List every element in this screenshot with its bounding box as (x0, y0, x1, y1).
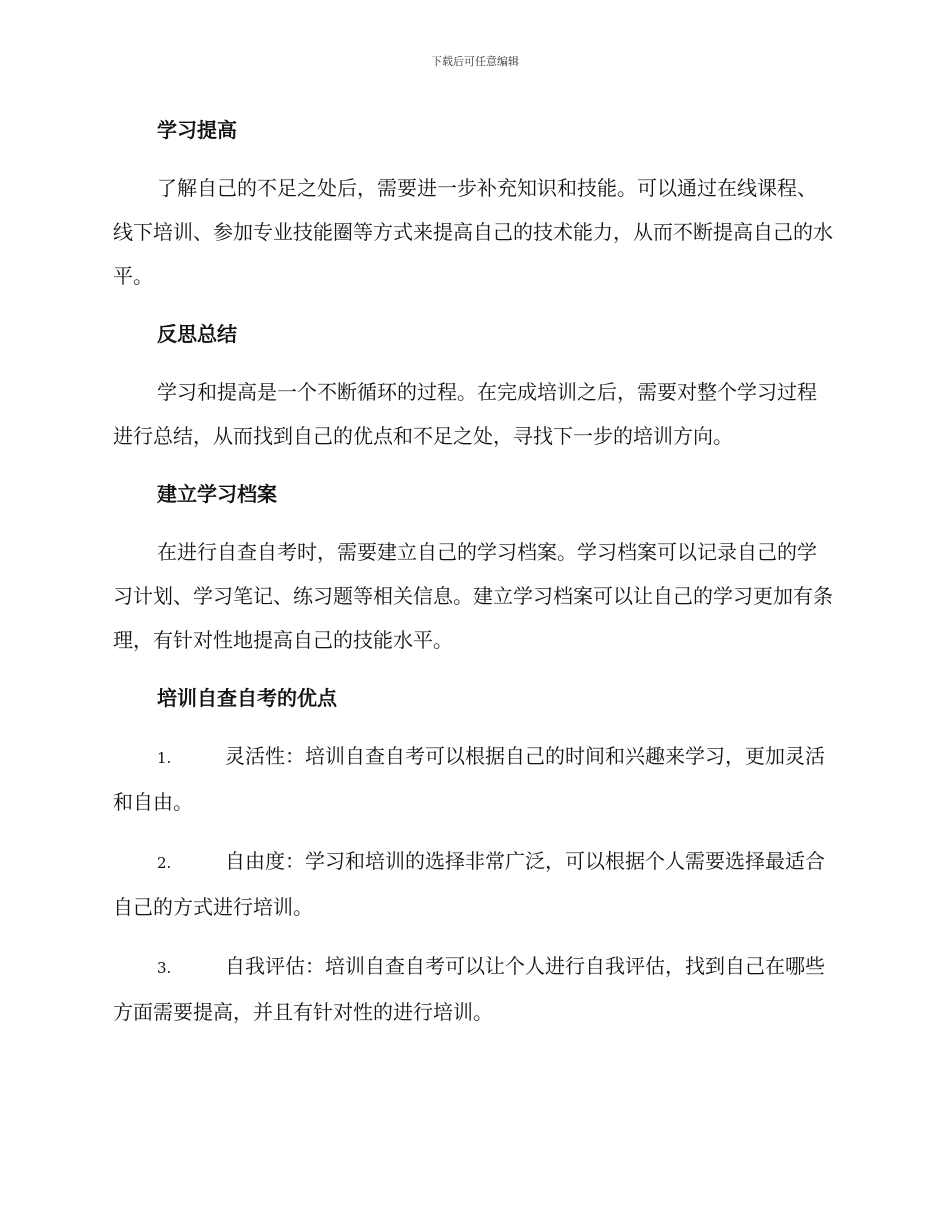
advantage-item-3 (113, 944, 835, 1034)
list-item-text: 灵活性：培训自查自考可以根据自己的时间和兴趣来学习，更加灵活和自由。 (113, 744, 825, 814)
section-paragraph-study-improve: 了解自己的不足之处后，需要进一步补充知识和技能。可以通过在线课程、线下培训、参加专业技能圈等方式来提高自己的技术能力，从而不断提高自己的水平。 (113, 176, 833, 288)
list-number: 2. (157, 854, 172, 872)
advantage-item-1 (113, 734, 835, 824)
page-header: 下载后可任意编辑 (431, 55, 519, 68)
section-heading-advantages: 培训自查自考的优点 (157, 686, 337, 710)
section-heading-study-improve: 学习提高 (157, 118, 237, 142)
list-item-text: 自由度：学习和培训的选择非常广泛，可以根据个人需要选择最适合自己的方式进行培训。 (113, 849, 825, 919)
section-heading-reflect-summary: 反思总结 (157, 322, 237, 346)
list-number: 3. (157, 959, 172, 977)
section-paragraph-reflect-summary: 学习和提高是一个不断循环的过程。在完成培训之后，需要对整个学习过程进行总结，从而找到自己的优点和不足之处，寻找下一步的培训方向。 (113, 380, 817, 448)
section-paragraph-learning-archive: 在进行自查自考时，需要建立自己的学习档案。学习档案可以记录自己的学习计划、学习笔记、练习题等相关信息。建立学习档案可以让自己的学习更加有条理，有针对性地提高自己的技能水平。 (113, 540, 833, 652)
section-heading-learning-archive: 建立学习档案 (157, 482, 277, 506)
list-number: 1. (157, 749, 172, 767)
document-body (113, 108, 835, 1034)
advantage-item-2 (113, 839, 835, 929)
list-item-text: 自我评估：培训自查自考可以让个人进行自我评估，找到自己在哪些方面需要提高，并且有针对性的进行培训。 (113, 954, 825, 1024)
